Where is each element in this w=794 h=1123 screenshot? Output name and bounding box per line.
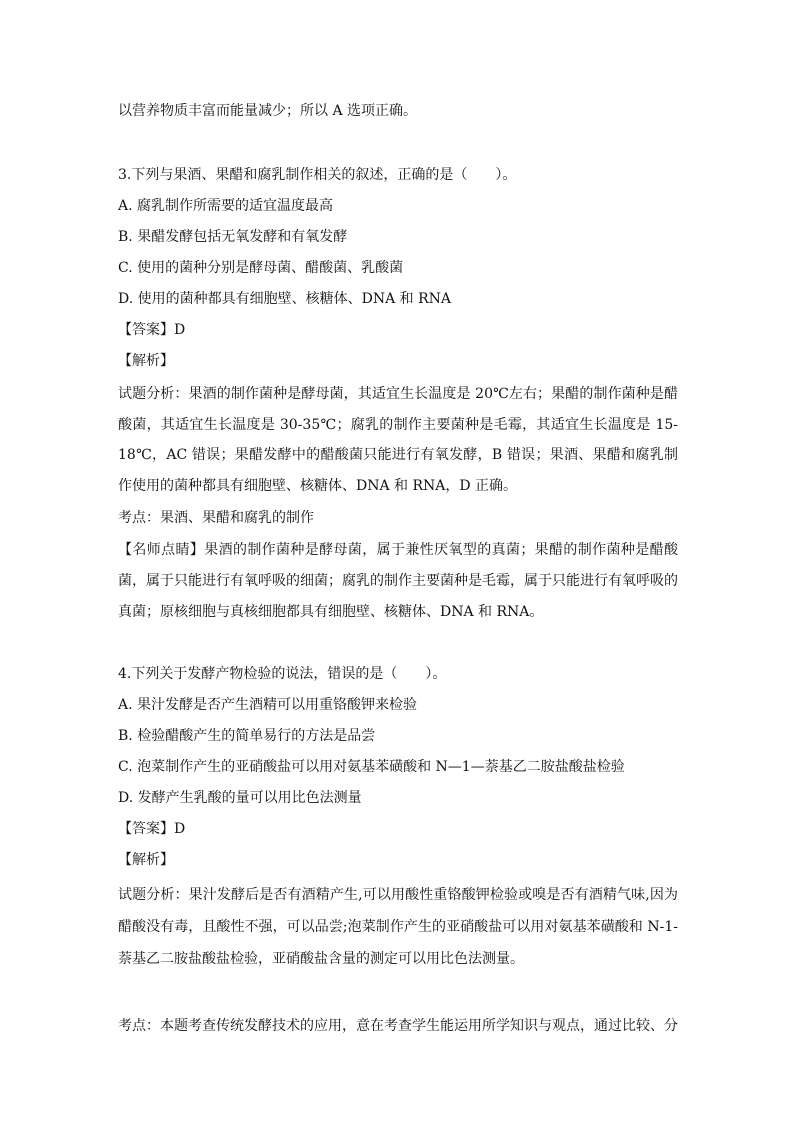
question-3-option-b: B. 果醋发酵包括无氧发酵和有氧发酵 [118, 229, 348, 245]
question-3-answer: 【答案】D [118, 322, 186, 338]
intro-line: 以营养物质丰富而能量减少；所以 A 选项正确。 [118, 103, 418, 119]
question-3-kaodian: 考点：果酒、果醋和腐乳的制作 [118, 510, 314, 526]
question-4-analysis: 试题分析：果汁发酵后是否有酒精产生,可以用酸性重铬酸钾检验或嗅是否有酒精气味,因为醋酸没有毒，且酸性不强，可以品尝;泡菜制作产生的亚硝酸盐可以用对氨基苯磺酸和 N-1-萘基乙二胺盐酸盐检验，亚硝酸盐含量的测定可以用比色法测量。 [118, 887, 678, 967]
question-3-analysis-heading: 【解析】 [118, 353, 174, 369]
question-4-kaodian: 考点：本题考查传统发酵技术的应用，意在考查学生能运用所学知识与观点，通过比较、分 [118, 1018, 678, 1034]
question-4-analysis-heading: 【解析】 [118, 852, 174, 868]
question-4-option-c: C. 泡菜制作产生的亚硝酸盐可以用对氨基苯磺酸和 N—1—萘基乙二胺盐酸盐检验 [118, 759, 625, 775]
question-4-stem: 4.下列关于发酵产物检验的说法，错误的是（ ）。 [118, 666, 447, 682]
question-3-option-c: C. 使用的菌种分别是酵母菌、醋酸菌、乳酸菌 [118, 260, 404, 276]
question-3-analysis: 试题分析：果酒的制作菌种是酵母菌，其适宜生长温度是 20℃左右；果醋的制作菌种是醋酸菌，其适宜生长温度是 30-35℃；腐乳的制作主要菌种是毛霉，其适宜生长温度是 15-18℃，AC 错误；果醋发酵中的醋酸菌只能进行有氧发酵，B 错误；果酒、果醋和腐乳制作使用的菌种都具有细胞壁、核糖体、DNA 和 RNA，D 正确。 [118, 386, 678, 494]
question-3-option-d: D. 使用的菌种都具有细胞壁、核糖体、DNA 和 RNA [118, 291, 452, 307]
question-4-option-b: B. 检验醋酸产生的简单易行的方法是品尝 [118, 728, 376, 744]
question-4-answer: 【答案】D [118, 821, 186, 837]
question-3-mingshi-dianjing: 【名师点睛】果酒的制作菌种是酵母菌，属于兼性厌氧型的真菌；果醋的制作菌种是醋酸菌，属于只能进行有氧呼吸的细菌；腐乳的制作主要菌种是毛霉，属于只能进行有氧呼吸的真菌；原核细胞与真核细胞都具有细胞壁、核糖体、DNA 和 RNA。 [118, 542, 678, 620]
question-4-option-d: D. 发酵产生乳酸的量可以用比色法测量 [118, 790, 362, 806]
question-4-option-a: A. 果汁发酵是否产生酒精可以用重铬酸钾来检验 [118, 697, 418, 713]
question-3-option-a: A. 腐乳制作所需要的适宜温度最高 [118, 198, 334, 214]
question-3-stem: 3.下列与果酒、果醋和腐乳制作相关的叙述，正确的是（ ）。 [118, 167, 517, 183]
